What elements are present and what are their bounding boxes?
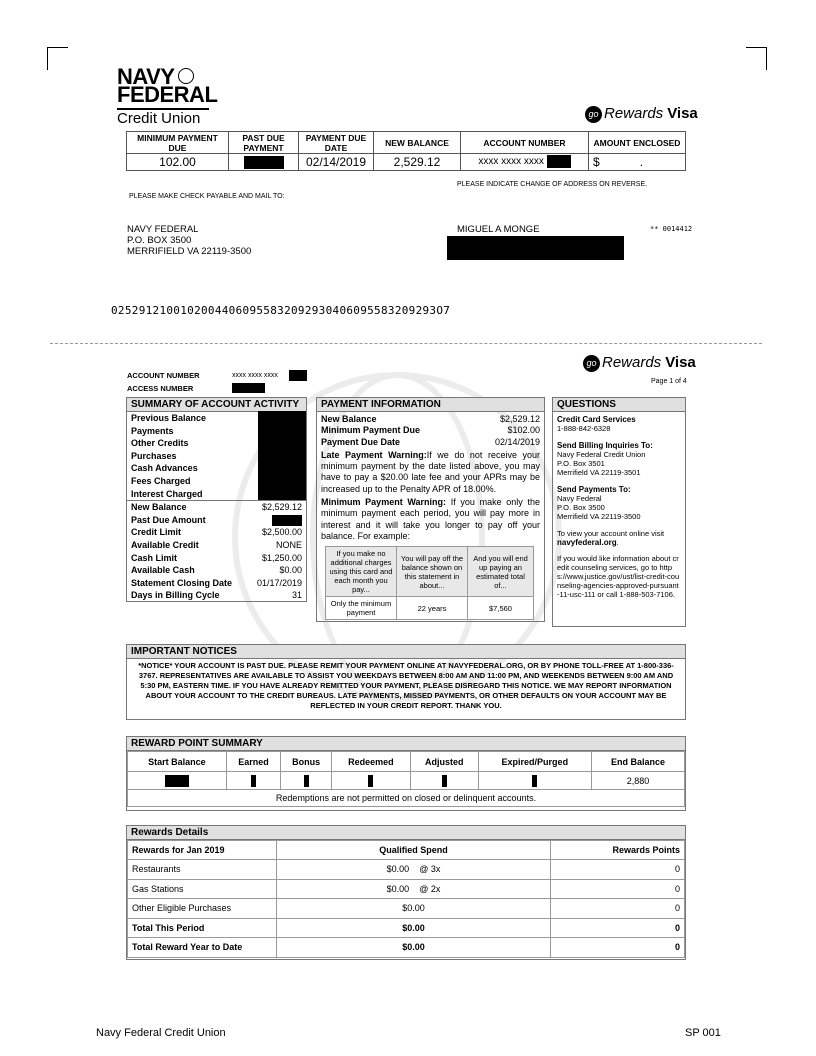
tear-line — [50, 343, 762, 344]
reward-summary-box: REWARD POINT SUMMARY Start Balance Earned Bonus Redeemed Adjusted Expired/Purged End Balance 2,880 Redemptions are not permitted on closed or delinquent accounts. — [126, 736, 686, 811]
rewards-visa-brand-statement: go Rewards Visa — [583, 354, 696, 372]
questions-box: QUESTIONS Credit Card Services 1-888-842-6328 Send Billing Inquiries To: Navy Federal Credit Union P.O. Box 3501 Merrifield VA 22119-3501 Send Payments To: Navy Federal P.O. Box 3500 Merrifield VA 22119-3500 To view your account online visit navyfederal.org. If you would like information about credit counseling services, go to https://www.justice.gov/ust/list-credit-counseling-agencies-approved-pursuant-11-usc-111 or call 1-888-503-7106. — [552, 397, 686, 627]
redaction — [165, 775, 189, 787]
important-notices-box: IMPORTANT NOTICES *NOTICE* YOUR ACCOUNT IS PAST DUE. PLEASE REMIT YOUR PAYMENT ONLINE AT NAVYFEDERAL.ORG, OR BY PHONE TOLL-FREE AT 1-800-336-3767. REPRESENTATIVES ARE AVAILABLE TO ASSIST YOU WEEKDAYS BETWEEN 8:00 AM AND 11:00 PM, AND WEEKENDS BETWEEN 9:00 AM AND 5:30 PM, EASTERN TIME. IF YOU HAVE ALREADY REMITTED YOUR PAYMENT, PLEASE DISREGARD THIS NOTICE. WE MAY REPORT INFORMATION ABOUT YOUR ACCOUNT TO THE CREDIT BUREAUS. LATE PAYMENTS, MISSED PAYMENTS, OR OTHER DEFAULTS ON YOUR ACCOUNT MAY BE REFLECTED IN YOUR CREDIT REPORT. THANK YOU. — [126, 644, 686, 720]
navyfederal-link[interactable]: navyfederal.org — [557, 538, 617, 547]
summary-row: Past Due Amount — [127, 514, 306, 527]
redaction — [532, 775, 537, 787]
rewards-details-table: Rewards for Jan 2019 Qualified Spend Rewards Points Restaurants $0.00 @ 3x 0 Gas Stations $0.00 @ 2x 0 Other Eligible Purchases $0.00 0 Total This Period $0.00 0 Total Reward Year to Date $0.00 0 — [127, 840, 685, 958]
rewards-details-box: Rewards Details Rewards for Jan 2019 Qualified Spend Rewards Points Restaurants $0.00 @ 3x 0 Gas Stations $0.00 @ 2x 0 Other Eligible Purchases $0.00 0 Total This Period $0.00 0 Total Reward Year to Date $0.00 0 — [126, 825, 686, 960]
summary-row: Fees Charged — [131, 475, 191, 486]
payment-stub-table: MINIMUM PAYMENT DUE PAST DUE PAYMENT PAYMENT DUE DATE NEW BALANCE ACCOUNT NUMBER AMOUNT ENCLOSED 102.00 02/14/2019 2,529.12 xxxx xxxx xxxx $ . — [126, 131, 686, 171]
rewards-row: Other Eligible Purchases $0.00 0 — [128, 899, 685, 919]
redaction — [272, 515, 302, 526]
summary-title: SUMMARY OF ACCOUNT ACTIVITY — [127, 398, 306, 412]
redaction — [447, 236, 624, 260]
account-number-value: xxxx xxxx xxxx — [232, 372, 278, 379]
summary-row: Days in Billing Cycle 31 — [131, 590, 302, 601]
footer-left: Navy Federal Credit Union — [96, 1027, 226, 1039]
navy-federal-logo: NAVY FEDERAL Credit Union — [117, 64, 218, 128]
minimum-payment-value: 102.00 — [127, 154, 229, 171]
redaction — [251, 775, 256, 787]
summary-row: New Balance $2,529.12 — [127, 500, 306, 514]
summary-row: Interest Charged — [131, 488, 203, 499]
summary-row: Purchases — [131, 450, 177, 461]
redaction — [368, 775, 373, 787]
new-balance-value: 2,529.12 — [374, 154, 461, 171]
summary-row: Payments — [131, 425, 174, 436]
summary-row: Available Cash $0.00 — [131, 565, 302, 576]
payable-note: PLEASE MAKE CHECK PAYABLE AND MAIL TO: — [129, 193, 285, 200]
account-number-label: ACCOUNT NUMBER — [127, 371, 200, 380]
rewards-row: Restaurants $0.00 @ 3x 0 — [128, 860, 685, 880]
remit-address: NAVY FEDERAL P.O. BOX 3500 MERRIFIELD VA 22119-3500 — [127, 224, 252, 257]
rewards-row: Total Reward Year to Date $0.00 0 — [128, 938, 685, 958]
footer-right: SP 001 — [685, 1027, 721, 1039]
crop-mark — [746, 47, 767, 70]
summary-row: Other Credits — [131, 438, 189, 449]
minimum-payment-table: If you make no additional charges using this card and each month you pay... You will pay off the balance shown on this statement in about... And you will end up paying an estimated total of... Only the minimum payment 22 years $7,560 — [325, 546, 534, 620]
redaction — [289, 370, 307, 381]
rewards-row: Gas Stations $0.00 @ 2x 0 — [128, 879, 685, 899]
payment-info-box: PAYMENT INFORMATION New Balance $2,529.12 Minimum Payment Due $102.00 Payment Due Date 02/14/2019 Late Payment Warning:If we do not receive your minimum payment by the date listed above, you may have to pay a $20.00 late fee and your APRs may be increased up to the Penalty APR of 18.00%. Minimum Payment Warning: If you make only the minimum payment each period, you will pay more in interest and it will take you longer to pay off your balance. For example: If you make no additional charges using this card and each month you pay... You will pay off the balance shown on this statement in about... And you will end up paying an estimated total of... Only the minimum payment 22 years $7,560 — [316, 397, 545, 622]
customer-name: MIGUEL A MONGE — [457, 224, 540, 235]
summary-row: Previous Balance — [131, 413, 207, 423]
crop-mark — [47, 47, 68, 70]
access-number-label: ACCESS NUMBER — [127, 384, 194, 393]
redaction — [232, 383, 265, 393]
go-icon: go — [585, 106, 602, 123]
rewards-row: Total This Period $0.00 0 — [128, 918, 685, 938]
summary-box — [126, 397, 307, 602]
page-number: Page 1 of 4 — [651, 378, 687, 385]
summary-row: Available Credit NONE — [131, 539, 302, 550]
redaction — [258, 411, 306, 500]
reward-summary-table: Start Balance Earned Bonus Redeemed Adjusted Expired/Purged End Balance 2,880 Redemptions are not permitted on closed or delinquent accounts. — [127, 751, 685, 807]
redaction — [304, 775, 309, 787]
due-date-value: 02/14/2019 — [299, 154, 374, 171]
summary-row: Credit Limit $2,500.00 — [131, 527, 302, 538]
summary-row: Cash Limit $1,250.00 — [131, 552, 302, 563]
globe-icon — [178, 68, 194, 84]
amount-enclosed-field: $ — [593, 155, 600, 169]
micr-line: 02529121001020044060955832092930406095583209293O7 — [111, 304, 451, 317]
summary-row: Statement Closing Date 01/17/2019 — [131, 577, 302, 588]
notice-text: *NOTICE* YOUR ACCOUNT IS PAST DUE. PLEASE REMIT YOUR PAYMENT ONLINE AT NAVYFEDERAL.ORG, OR BY PHONE TOLL-FREE AT 1-800-336-3767. REPRESENTATIVES ARE AVAILABLE TO ASSIST YOU WEEKDAYS BETWEEN 8:00 AM AND 11:00 PM, AND WEEKENDS BETWEEN 9:00 AM AND 5:30 PM, EASTERN TIME. IF YOU HAVE ALREADY REMITTED YOUR PAYMENT, PLEASE DISREGARD THIS NOTICE. WE MAY REPORT INFORMATION ABOUT YOUR ACCOUNT TO THE CREDIT BUREAUS. LATE PAYMENTS, MISSED PAYMENTS, OR OTHER DEFAULTS ON YOUR ACCOUNT MAY BE REFLECTED IN YOUR CREDIT REPORT. THANK YOU. — [138, 661, 674, 710]
redaction — [442, 775, 447, 787]
redaction — [547, 155, 571, 168]
rewards-visa-brand: go Rewards Visa — [585, 105, 698, 123]
change-address-note: PLEASE INDICATE CHANGE OF ADDRESS ON REVERSE. — [457, 181, 648, 188]
customer-code: ** 0014412 — [650, 225, 693, 233]
redaction — [244, 156, 284, 169]
summary-row: Cash Advances — [131, 463, 198, 474]
